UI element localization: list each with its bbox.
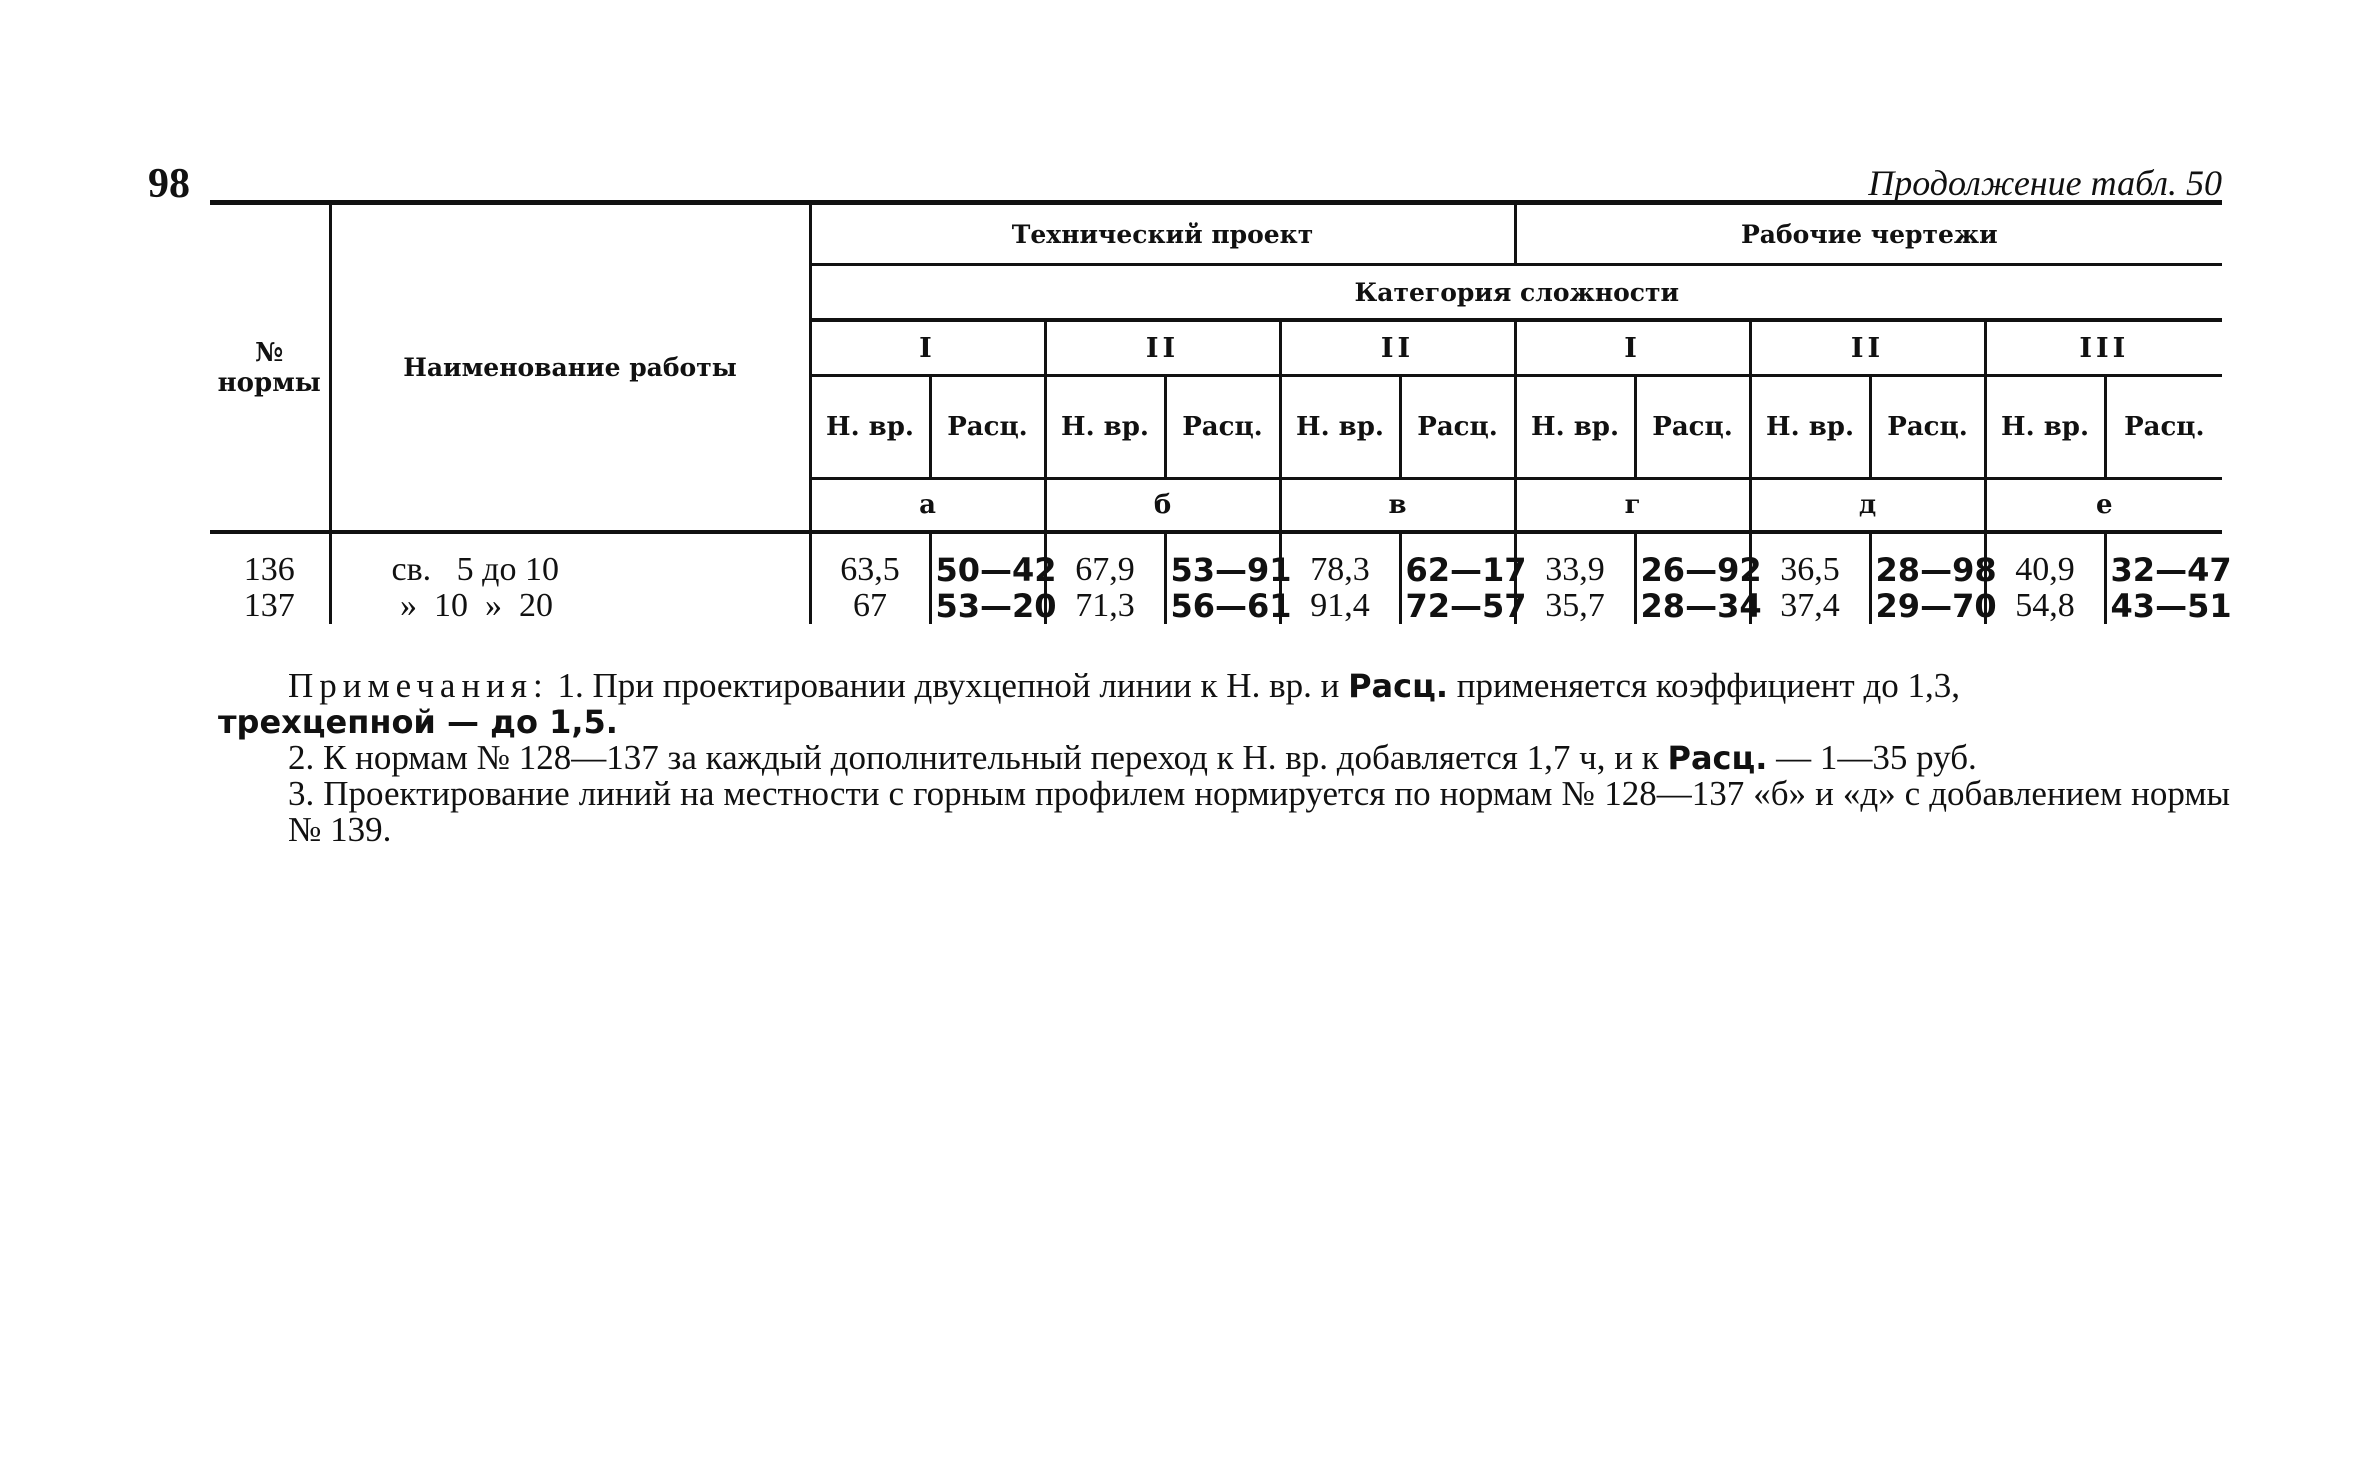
page-number: 98 bbox=[148, 161, 190, 207]
notes-label: Примечания: bbox=[288, 666, 549, 705]
time-cell-b: 67,9 71,3 bbox=[1045, 532, 1165, 624]
sub-rate: Расц. bbox=[930, 376, 1045, 479]
sub-rate: Расц. bbox=[2105, 376, 2222, 479]
norm-number-cell: 136 137 bbox=[243, 551, 295, 624]
rate-cell-a: 50—42 53—20 bbox=[930, 532, 1045, 624]
sub-rate: Расц. bbox=[1870, 376, 1985, 479]
rate-cell-d: 28—98 29—70 bbox=[1870, 532, 1985, 624]
category-1-tech: I bbox=[810, 320, 1045, 376]
time-cell-e: 40,9 54,8 bbox=[1985, 532, 2105, 624]
table-body-row bbox=[210, 532, 2222, 624]
column-letter-e: е bbox=[1985, 479, 2222, 533]
time-cell-g: 33,9 35,7 bbox=[1515, 532, 1635, 624]
sub-rate: Расц. bbox=[1635, 376, 1750, 479]
column-letter-v: в bbox=[1280, 479, 1515, 533]
norms-table-wrapper bbox=[210, 200, 2232, 625]
rate-cell-b: 53—91 56—61 bbox=[1165, 532, 1280, 624]
column-letter-b: б bbox=[1045, 479, 1280, 533]
sub-time: Н. вр. bbox=[1985, 376, 2105, 479]
work-name-cell: св. 5 до 10 » 10 » 20 bbox=[330, 532, 810, 624]
sub-time: Н. вр. bbox=[810, 376, 930, 479]
category-3-tech: II bbox=[1280, 320, 1515, 376]
header-complexity-category: Категория сложности bbox=[810, 265, 2222, 321]
time-cell-a: 63,5 67 bbox=[810, 532, 930, 624]
note-1: Примечания: 1. При проектировании двухцепной линии к Н. вр. и Расц. применяется коэффициент до 1,3, bbox=[288, 666, 1961, 705]
column-letter-g: г bbox=[1515, 479, 1750, 533]
note-3: 3. Проектирование линий на местности с горным профилем нормируется по нормам № 128—137 «б» и «д» с добавлением нормы № 139. bbox=[288, 774, 2230, 849]
sub-time: Н. вр. bbox=[1045, 376, 1165, 479]
sub-rate: Расц. bbox=[1400, 376, 1515, 479]
table-notes bbox=[218, 668, 2230, 848]
column-letter-d: д bbox=[1750, 479, 1985, 533]
time-cell-d: 36,5 37,4 bbox=[1750, 532, 1870, 624]
sub-time: Н. вр. bbox=[1515, 376, 1635, 479]
header-work-name: Наименование работы bbox=[330, 203, 810, 533]
sub-rate: Расц. bbox=[1165, 376, 1280, 479]
column-letter-a: а bbox=[810, 479, 1045, 533]
rate-cell-g: 26—92 28—34 bbox=[1635, 532, 1750, 624]
table-continuation-caption: Продолжение табл. 50 bbox=[1868, 163, 2222, 203]
header-technical-project: Технический проект bbox=[810, 203, 1515, 265]
category-2-work: II bbox=[1750, 320, 1985, 376]
header-working-drawings: Рабочие чертежи bbox=[1515, 203, 2222, 265]
header-norm-number: № нормы bbox=[210, 203, 330, 533]
rate-cell-e: 32—47 43—51 bbox=[2105, 532, 2222, 624]
rate-cell-v: 62—17 72—57 bbox=[1400, 532, 1515, 624]
category-3-work: III bbox=[1985, 320, 2222, 376]
category-1-work: I bbox=[1515, 320, 1750, 376]
norms-table bbox=[210, 200, 2232, 625]
category-2-tech: II bbox=[1045, 320, 1280, 376]
note-2: 2. К нормам № 128—137 за каждый дополнительный переход к Н. вр. добавляется 1,7 ч, и к Расц. — 1—35 руб. bbox=[288, 738, 1977, 777]
time-cell-v: 78,3 91,4 bbox=[1280, 532, 1400, 624]
sub-time: Н. вр. bbox=[1280, 376, 1400, 479]
sub-time: Н. вр. bbox=[1750, 376, 1870, 479]
note-1-continuation: трехцепной — до 1,5. bbox=[218, 703, 618, 741]
